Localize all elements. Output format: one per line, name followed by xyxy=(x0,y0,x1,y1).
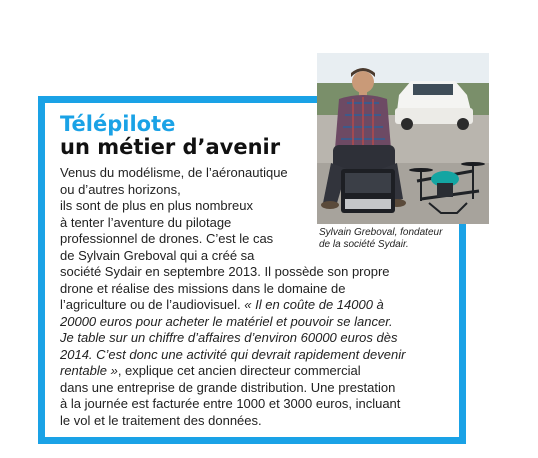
parked-car xyxy=(395,81,473,130)
body-line: de Sylvain Greboval qui a créé sa xyxy=(60,247,255,263)
body-line: Venus du modélisme, de l’aéronautique xyxy=(60,165,288,180)
body-line: ils sont de plus en plus nombreux xyxy=(60,198,253,213)
quote-text: 20000 euros pour acheter le matériel et pouvoir se lancer. xyxy=(60,313,393,329)
caption-line: de la société Sydair. xyxy=(319,239,409,250)
body-line: ou d’autres horizons, xyxy=(60,181,181,197)
body-line: l’agriculture ou de l’audiovisuel. « Il en coûte de 14000 à xyxy=(60,297,384,312)
article-kicker: Télépilote xyxy=(60,112,176,136)
body-line: professionnel de drones. C’est le cas xyxy=(60,231,274,246)
article-title: un métier d’avenir xyxy=(60,135,281,159)
caption-line: Sylvain Greboval, fondateur xyxy=(319,227,443,238)
body-line xyxy=(60,314,393,331)
body-line: à la journée est facturée entre 1000 et 3000 euros, incluant xyxy=(60,396,401,411)
portrait-photo xyxy=(317,53,489,224)
equipment-case xyxy=(341,169,395,213)
body-line xyxy=(60,330,397,347)
body-line: le vol et le traitement des données. xyxy=(60,412,262,428)
photo-caption xyxy=(319,227,479,251)
body-line: rentable », explique cet ancien directeur commercial xyxy=(60,363,361,378)
quote-text: rentable » xyxy=(60,363,118,378)
quote-text: « Il en coûte de 14000 à xyxy=(244,297,384,312)
body-line xyxy=(60,347,405,364)
body-line: drone et réalise des missions dans le domaine de xyxy=(60,280,346,296)
body-line: société Sydair en septembre 2013. Il possède son propre xyxy=(60,264,390,279)
quote-text: Je table sur un chiffre d’affaires d’environ 60000 euros dès xyxy=(60,330,398,345)
body-line: dans une entreprise de grande distribution. Une prestation xyxy=(60,379,396,395)
body-line: à tenter l’aventure du pilotage xyxy=(60,214,232,230)
quote-text: 2014. C’est donc une activité qui devrait rapidement devenir xyxy=(60,346,406,362)
